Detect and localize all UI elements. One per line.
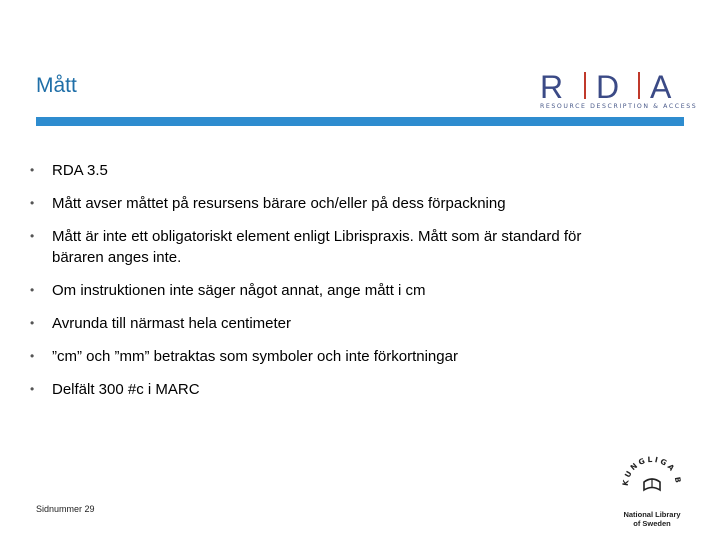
bullet-dot-icon: • — [30, 283, 35, 297]
rda-letter-a: A — [650, 70, 672, 102]
rda-subtitle: RESOURCE DESCRIPTION & ACCESS — [540, 103, 698, 110]
bullet-text: Avrunda till närmast hela centimeter — [52, 315, 292, 332]
rda-letter-d: D — [596, 70, 620, 102]
bullet-dot-icon: • — [30, 382, 35, 396]
kb-line-2: of Sweden — [633, 519, 671, 528]
rda-divider-1 — [584, 72, 586, 99]
bullet-item — [30, 346, 630, 367]
bullet-dot-icon: • — [30, 163, 35, 177]
bullet-item — [30, 160, 630, 181]
bullet-item — [30, 379, 630, 400]
bullet-text: Mått är inte ett obligatoriskt element enligt Librispraxis. Mått som är standard för bäraren anges inte. — [52, 228, 582, 266]
rda-letters-graphic — [538, 70, 684, 102]
svg-text:KUNGLIGA BIBLIOTEKET — [614, 452, 683, 486]
rda-divider-2 — [638, 72, 640, 99]
kb-line-1: National Library — [623, 510, 681, 519]
bullet-dot-icon: • — [30, 196, 35, 210]
bullet-list — [30, 160, 630, 400]
bullet-dot-icon: • — [30, 349, 35, 363]
bullet-text: ”cm” och ”mm” betraktas som symboler och inte förkortningar — [52, 348, 458, 365]
kb-logo — [614, 452, 690, 530]
bullet-item — [30, 280, 630, 301]
title-rule — [36, 117, 684, 126]
bullet-item — [30, 193, 630, 214]
rda-letter-r: R — [540, 70, 564, 102]
bullet-item — [30, 313, 630, 334]
bullet-dot-icon: • — [30, 316, 35, 330]
bullet-dot-icon: • — [30, 229, 35, 243]
rda-logo — [538, 70, 698, 114]
bullet-text: RDA 3.5 — [52, 162, 108, 179]
kb-emblem-icon — [614, 452, 690, 508]
page-number: Sidnummer 29 — [36, 504, 95, 514]
bullet-item — [30, 226, 630, 268]
bullet-text: Delfält 300 #c i MARC — [52, 381, 200, 398]
kb-ring-text: KUNGLIGA B — [620, 454, 684, 487]
bullet-text: Om instruktionen inte säger något annat, ange mått i cm — [52, 282, 426, 299]
bullet-text: Mått avser måttet på resursens bärare och/eller på dess förpackning — [52, 195, 506, 212]
slide-title: Mått — [36, 74, 77, 97]
